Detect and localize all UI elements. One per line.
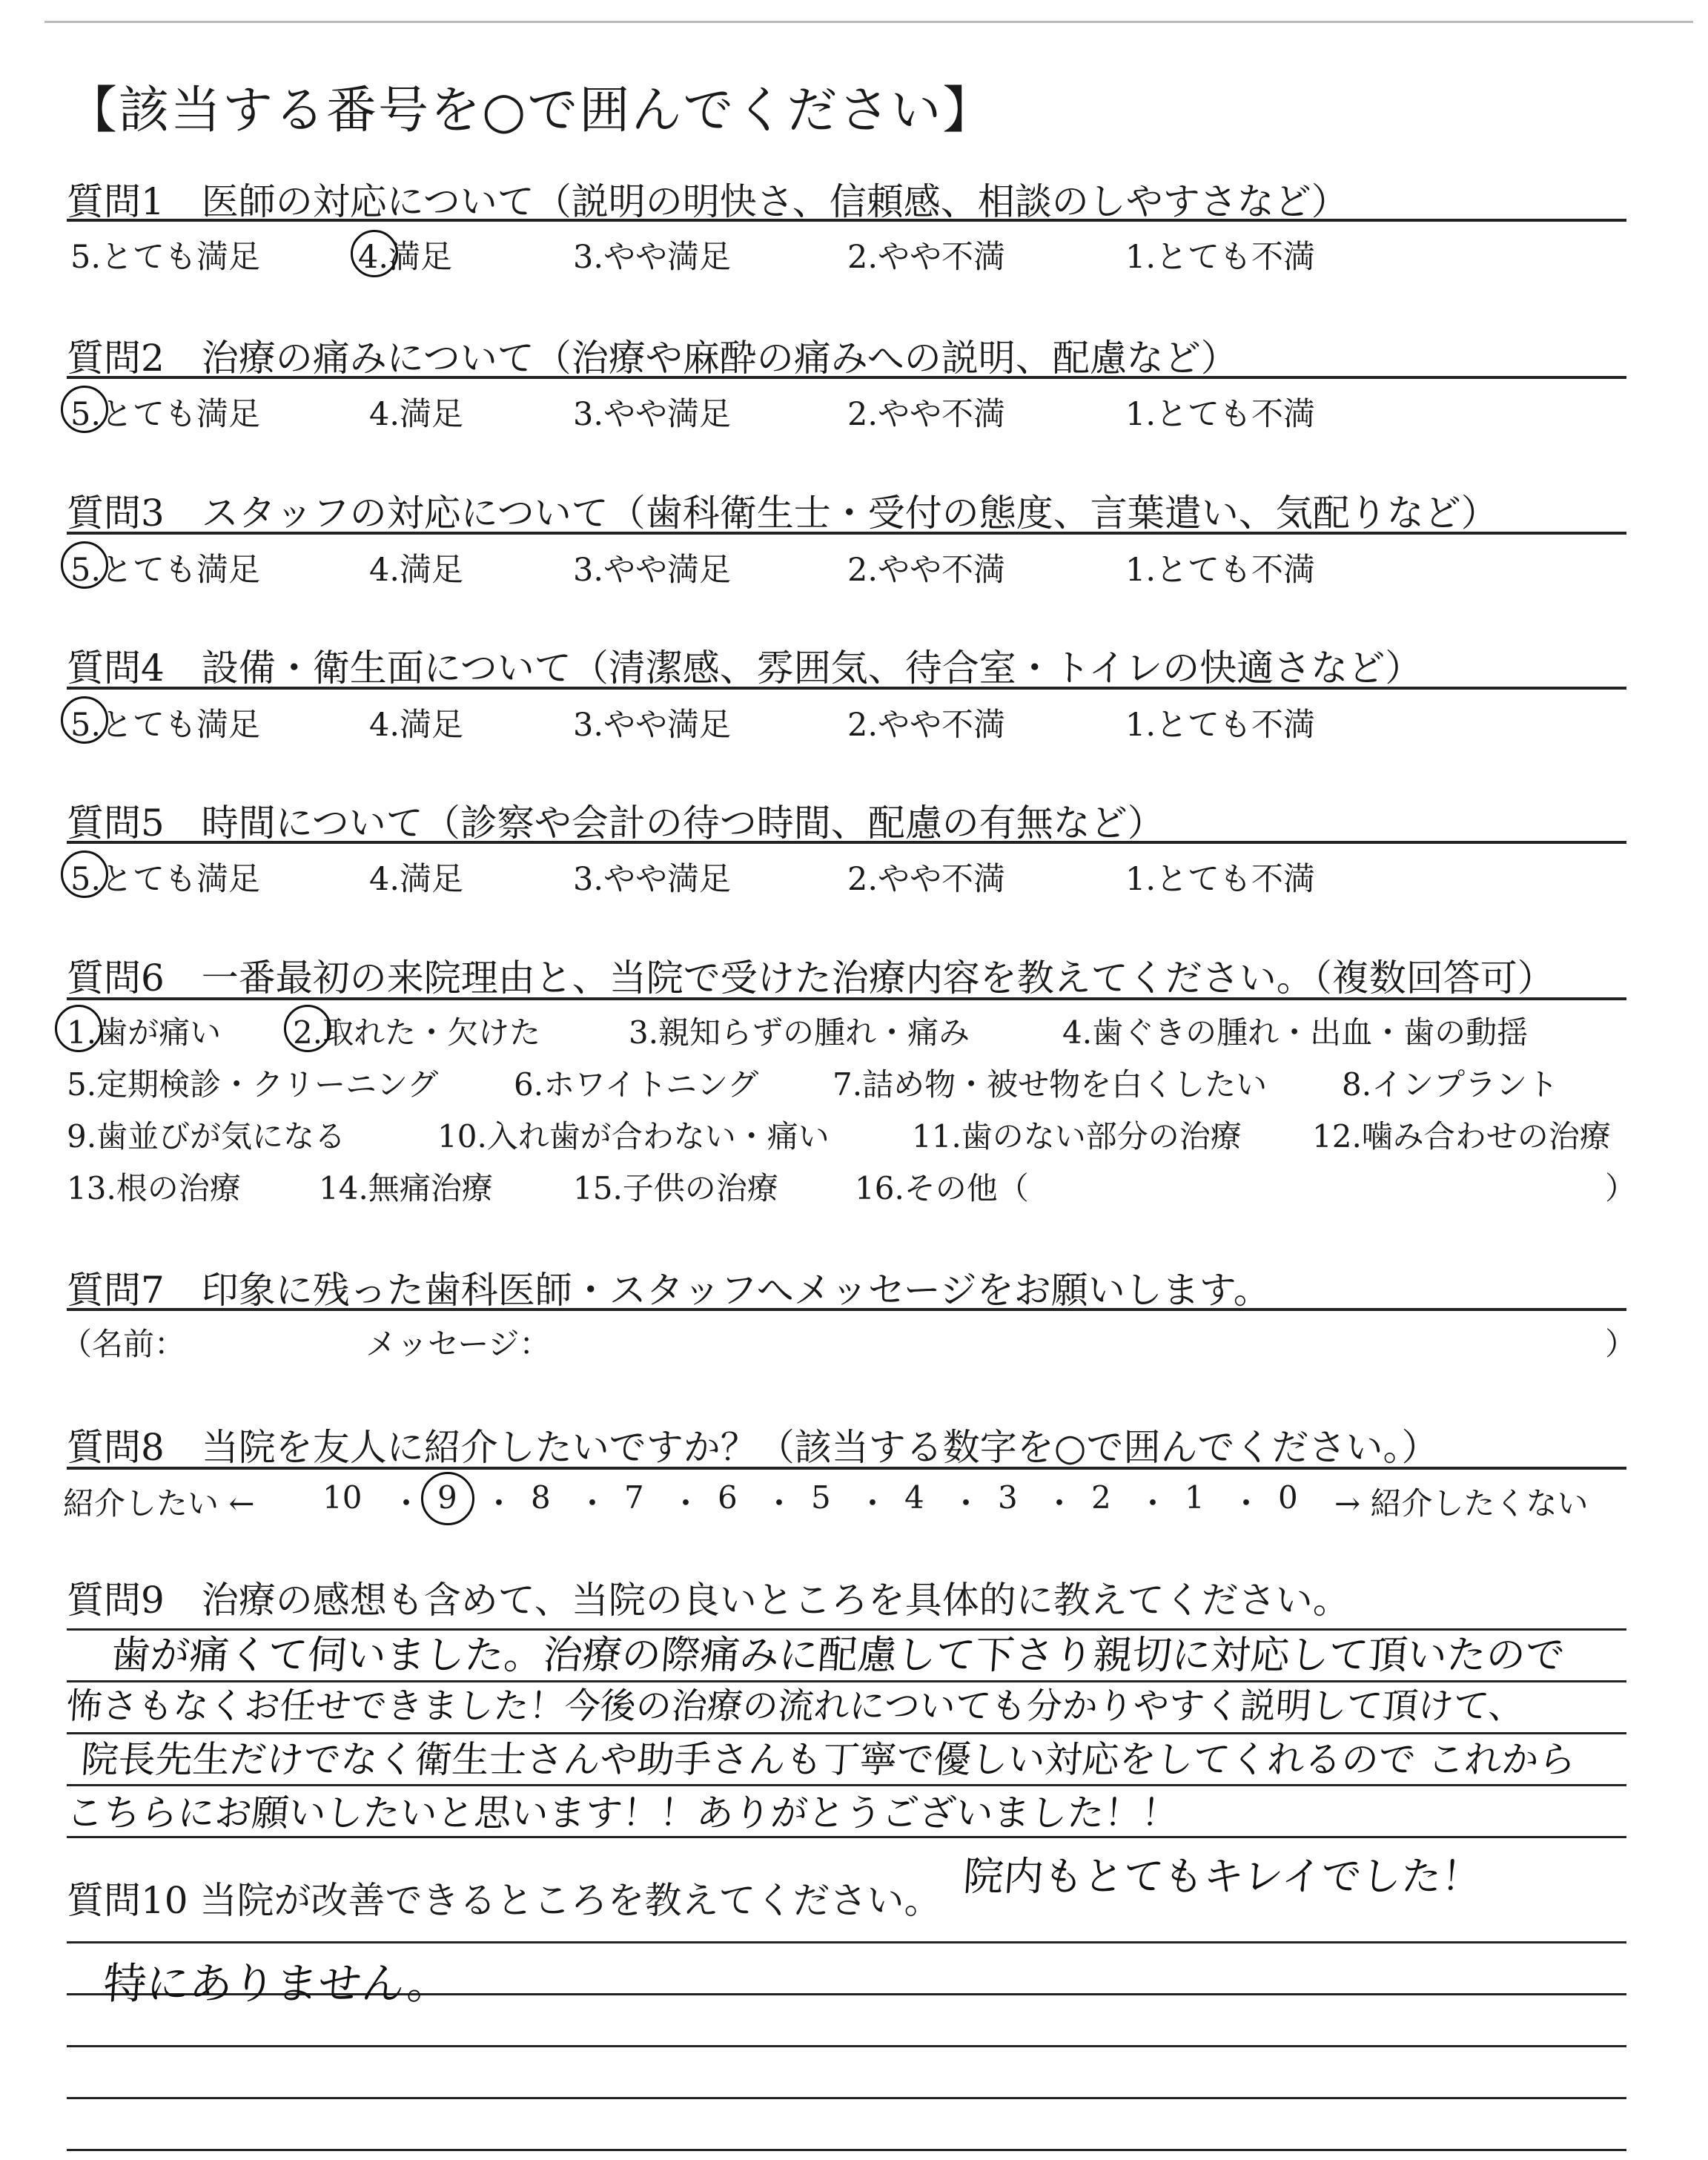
- q8-scale-5[interactable]: 5: [811, 1479, 831, 1516]
- q2-option-4[interactable]: 4.満足: [369, 396, 464, 433]
- q9-handwritten-line-1: 歯が痛くて伺いました。治療の際痛みに配慮して下さり親切に対応して頂いたので: [109, 1633, 1566, 1678]
- q5-option-2[interactable]: 2.やや不満: [847, 861, 1006, 898]
- q6-option-9[interactable]: 9.歯並びが気になる: [67, 1118, 346, 1155]
- q2-option-5[interactable]: 5.とても満足: [70, 396, 261, 433]
- q1-option-2[interactable]: 2.やや不満: [847, 239, 1006, 276]
- question-7-rule: [67, 1308, 1626, 1311]
- q6-option-13[interactable]: 13.根の治療: [67, 1170, 241, 1206]
- q3-option-3[interactable]: 3.やや満足: [573, 552, 732, 589]
- q6-option-4[interactable]: 4.歯ぐきの腫れ・出血・歯の動揺: [1062, 1014, 1529, 1051]
- q4-selection-circle: [61, 696, 108, 744]
- question-5-title: 質問5 時間について（診察や会計の待つ時間、配慮の有無など）: [67, 802, 1165, 845]
- q8-dot: ・: [577, 1485, 609, 1522]
- q3-option-5[interactable]: 5.とても満足: [70, 552, 261, 589]
- q7-name-label: （名前：: [61, 1326, 186, 1362]
- q5-selection-circle: [61, 851, 108, 898]
- q9-handwritten-line-4: こちらにお願いしたいと思います！！ありがとうございました！！: [64, 1791, 1180, 1834]
- q6-option-7[interactable]: 7.詰め物・被せ物を白くしたい: [833, 1066, 1268, 1103]
- q8-dot: ・: [764, 1485, 795, 1522]
- question-1-title: 質問1 医師の対応について（説明の明快さ、信頼感、相談のしやすさなど）: [67, 180, 1348, 223]
- q2-option-3[interactable]: 3.やや満足: [573, 396, 732, 433]
- q8-dot: ・: [1137, 1485, 1169, 1522]
- q5-option-5[interactable]: 5.とても満足: [70, 861, 261, 898]
- q8-dot: ・: [483, 1485, 515, 1522]
- q2-selection-circle: [61, 386, 108, 433]
- q1-option-5[interactable]: 5.とても満足: [70, 239, 261, 276]
- question-3-title: 質問3 スタッフの対応について（歯科衛生士・受付の態度、言葉遣い、気配りなど）: [67, 492, 1498, 535]
- q4-option-5[interactable]: 5.とても満足: [70, 707, 261, 744]
- q3-option-2[interactable]: 2.やや不満: [847, 552, 1006, 589]
- q8-dot: ・: [857, 1485, 889, 1522]
- q7-message-label: メッセージ：: [365, 1326, 551, 1362]
- q8-scale-0[interactable]: 0: [1278, 1479, 1298, 1516]
- q8-scale-7[interactable]: 7: [624, 1479, 644, 1516]
- q5-option-1[interactable]: 1.とても不満: [1125, 861, 1316, 898]
- question-4-title: 質問4 設備・衛生面について（清潔感、雰囲気、待合室・トイレの快適さなど）: [67, 647, 1423, 690]
- q8-scale-6[interactable]: 6: [718, 1479, 738, 1516]
- question-6-title: 質問6 一番最初の来院理由と、当院で受けた治療内容を教えてください。（複数回答可）: [67, 957, 1555, 1000]
- q8-dot: ・: [1044, 1485, 1076, 1522]
- question-3-rule: [67, 532, 1626, 535]
- q5-option-3[interactable]: 3.やや満足: [573, 861, 732, 898]
- question-2-title: 質問2 治療の痛みについて（治療や麻酔の痛みへの説明、配慮など）: [67, 337, 1238, 380]
- q6-option-10[interactable]: 10.入れ歯が合わない・痛い: [437, 1118, 830, 1155]
- q5-option-4[interactable]: 4.満足: [369, 861, 464, 898]
- q8-left-label: 紹介したい ←: [63, 1485, 255, 1522]
- q6-option-16[interactable]: 16.その他（: [855, 1170, 1029, 1206]
- q8-dot: ・: [670, 1485, 702, 1522]
- q4-option-3[interactable]: 3.やや満足: [573, 707, 732, 744]
- q6-option-11[interactable]: 11.歯のない部分の治療: [912, 1118, 1242, 1155]
- q1-option-1[interactable]: 1.とても不満: [1125, 239, 1316, 276]
- q8-right-label: → 紹介したくない: [1334, 1485, 1589, 1522]
- q1-option-3[interactable]: 3.やや満足: [573, 239, 732, 276]
- q6-option-8[interactable]: 8.インプラント: [1342, 1066, 1559, 1103]
- q2-option-1[interactable]: 1.とても不満: [1125, 396, 1316, 433]
- q10-answer-rule: [67, 2097, 1626, 2099]
- q2-option-2[interactable]: 2.やや不満: [847, 396, 1006, 433]
- q3-selection-circle: [61, 541, 108, 589]
- q8-scale-4[interactable]: 4: [904, 1479, 924, 1516]
- q8-selection-circle: [421, 1472, 474, 1525]
- q4-option-4[interactable]: 4.満足: [369, 707, 464, 744]
- q6-option-2[interactable]: 2.取れた・欠けた: [293, 1014, 541, 1051]
- question-1-rule: [67, 219, 1626, 222]
- q6-option-12[interactable]: 12.噛み合わせの治療: [1312, 1118, 1611, 1155]
- q3-option-4[interactable]: 4.満足: [369, 552, 464, 589]
- page-header: 【該当する番号を○で囲んでください】: [67, 82, 995, 140]
- q6-option-2-circle: [284, 1005, 331, 1052]
- q7-close-paren: ）: [1605, 1326, 1637, 1362]
- q8-dot: ・: [950, 1485, 982, 1522]
- q8-dot: ・: [1231, 1485, 1262, 1522]
- q9-handwritten-line-3: 院長先生だけでなく衛生士さんや助手さんも丁寧で優しい対応をしてくれるので これから: [79, 1738, 1578, 1781]
- q6-option-15[interactable]: 15.子供の治療: [573, 1170, 778, 1206]
- question-4-rule: [67, 687, 1626, 690]
- question-7-title: 質問7 印象に残った歯科医師・スタッフへメッセージをお願いします。: [67, 1269, 1271, 1312]
- q8-scale-8[interactable]: 8: [531, 1479, 551, 1516]
- q1-selection-circle: [351, 230, 398, 277]
- question-5-rule: [67, 841, 1626, 844]
- top-border: [44, 21, 1693, 23]
- q8-scale-1[interactable]: 1: [1185, 1479, 1205, 1516]
- q8-scale-10[interactable]: 10: [322, 1479, 363, 1516]
- question-6-rule: [67, 997, 1626, 1000]
- q9-handwritten-line-2: 怖さもなくお任せできました！今後の治療の流れについても分かりやすく説明して頂けて、: [64, 1685, 1526, 1727]
- q8-dot: ・: [391, 1485, 423, 1522]
- question-10-title: 質問10 当院が改善できるところを教えてください。: [67, 1879, 941, 1922]
- q9-handwritten-extra-note: 院内もとてもキレイでした！: [961, 1853, 1483, 1900]
- q8-scale-3[interactable]: 3: [998, 1479, 1018, 1516]
- q6-option-14[interactable]: 14.無痛治療: [319, 1170, 493, 1206]
- q1-option-4[interactable]: 4.満足: [358, 239, 453, 276]
- q10-handwritten-answer: 特にありません。: [102, 1958, 452, 2009]
- q8-scale-2[interactable]: 2: [1091, 1479, 1111, 1516]
- question-9-title: 質問9 治療の感想も含めて、当院の良いところを具体的に教えてください。: [67, 1579, 1350, 1622]
- question-2-rule: [67, 376, 1626, 379]
- q6-option-3[interactable]: 3.親知らずの腫れ・痛み: [629, 1014, 970, 1051]
- q3-option-1[interactable]: 1.とても不満: [1125, 552, 1316, 589]
- q6-other-close-paren: ）: [1605, 1170, 1637, 1206]
- question-8-title: 質問8 当院を友人に紹介したいですか？（該当する数字を○で囲んでください。）: [67, 1426, 1439, 1469]
- q6-option-1-circle: [55, 1005, 102, 1052]
- q10-answer-rule: [67, 2045, 1626, 2047]
- q10-answer-rule: [67, 1941, 1626, 1943]
- q4-option-2[interactable]: 2.やや不満: [847, 707, 1006, 744]
- q4-option-1[interactable]: 1.とても不満: [1125, 707, 1316, 744]
- q8-scale-9[interactable]: 9: [437, 1479, 457, 1516]
- q10-answer-rule: [67, 2149, 1626, 2151]
- q6-option-1[interactable]: 1.歯が痛い: [67, 1014, 222, 1051]
- question-8-rule: [67, 1467, 1626, 1470]
- q6-option-5[interactable]: 5.定期検診・クリーニング: [67, 1066, 439, 1103]
- q6-option-6[interactable]: 6.ホワイトニング: [514, 1066, 759, 1103]
